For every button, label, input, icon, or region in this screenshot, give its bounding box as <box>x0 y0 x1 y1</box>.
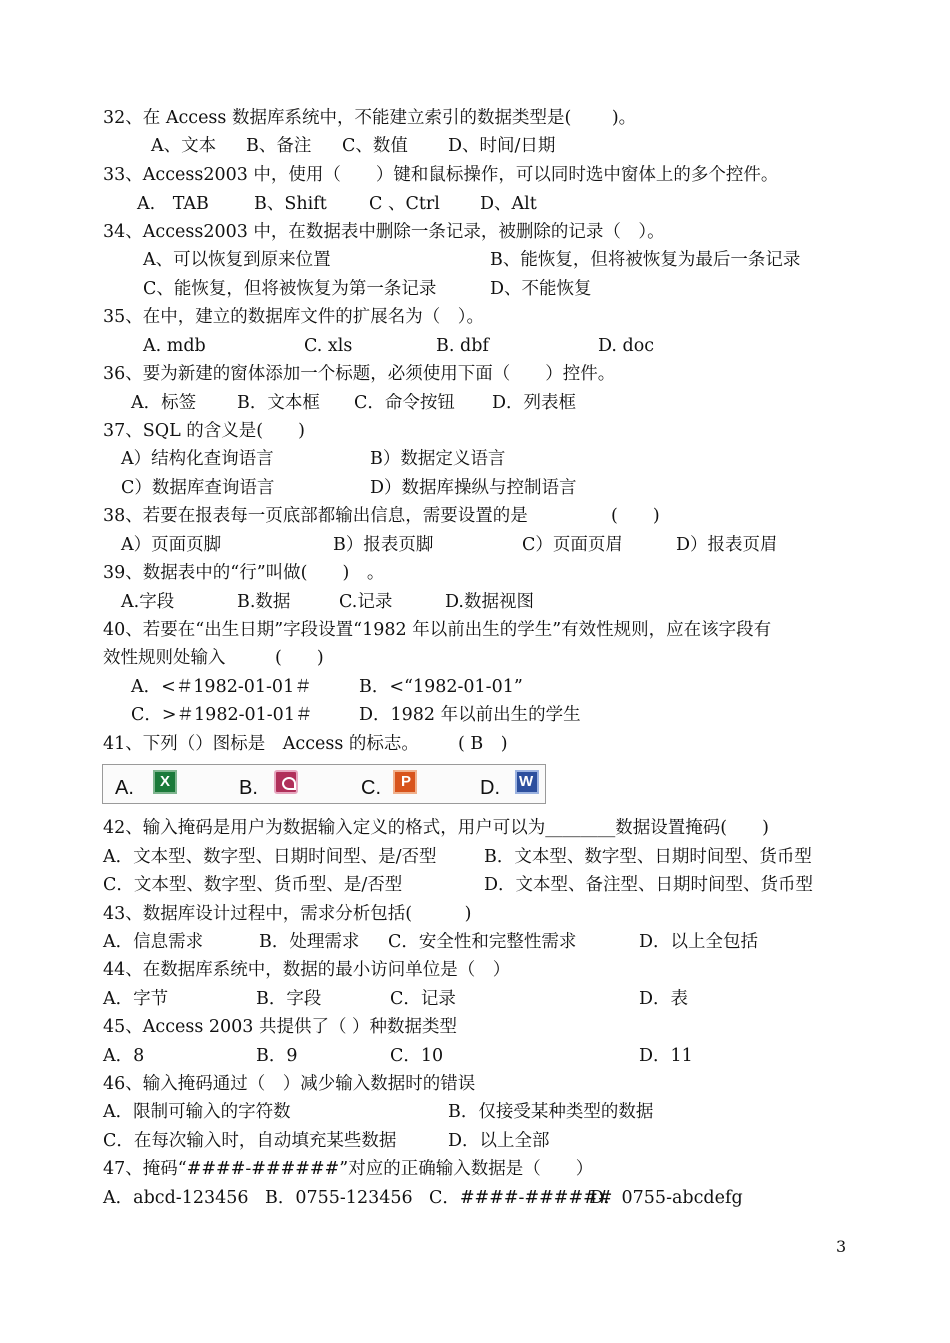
option: D）报表页眉 <box>676 535 778 555</box>
option: D．以上全包括 <box>639 932 759 952</box>
option-label: B. <box>239 777 258 799</box>
question-stem: 47、掩码“####-######”对应的正确输入数据是（ ） <box>103 1159 594 1179</box>
option: B．字段 <box>256 989 322 1009</box>
page-number: 3 <box>836 1237 847 1256</box>
option: B、能恢复，但将被恢复为最后一条记录 <box>490 250 801 270</box>
option: A．8 <box>103 1046 145 1066</box>
icon-options-strip <box>102 764 546 804</box>
option: C．安全性和完整性需求 <box>388 932 577 952</box>
option: B）数据定义语言 <box>370 449 506 469</box>
option: A．abcd-123456 <box>103 1188 249 1208</box>
question-stem: 32、在 Access 数据库系统中，不能建立索引的数据类型是( )。 <box>103 108 637 128</box>
option: B．9 <box>256 1046 298 1066</box>
option: C．文本型、数字型、货币型、是/否型 <box>103 875 403 895</box>
option: B、Shift <box>254 194 327 214</box>
answer-blank: ( ) <box>611 506 660 526</box>
question-stem: 38、若要在报表每一页底部都输出信息，需要设置的是 <box>103 506 528 526</box>
option: C. xls <box>304 336 353 356</box>
option: A．<＃1982-01-01＃ <box>131 677 312 697</box>
option: C 、Ctrl <box>369 194 440 214</box>
option: B．<“1982-01-01” <box>359 677 523 697</box>
question-stem: 46、输入掩码通过（ ）减少输入数据时的错误 <box>103 1074 476 1094</box>
word-icon <box>515 770 539 794</box>
option: A）结构化查询语言 <box>121 449 274 469</box>
option-label: C. <box>361 777 381 799</box>
option: D．0755-abcdefg <box>590 1188 743 1208</box>
option: B.数据 <box>237 592 291 612</box>
question-stem: 41、下列（）图标是 Access 的标志。 <box>103 734 419 754</box>
option: B．文本框 <box>237 393 320 413</box>
option: D．以上全部 <box>448 1131 550 1151</box>
option: B. dbf <box>436 336 489 356</box>
option: D）数据库操纵与控制语言 <box>370 478 577 498</box>
option: A．文本型、数字型、日期时间型、是/否型 <box>103 847 437 867</box>
option: B．仅接受某种类型的数据 <box>448 1102 654 1122</box>
question-stem: 34、Access2003 中，在数据表中删除一条记录，被删除的记录（ ）。 <box>103 222 665 242</box>
option: A. mdb <box>143 336 206 356</box>
option: C）页面页眉 <box>522 535 623 555</box>
question-stem: 33、Access2003 中，使用（ ）键和鼠标操作，可以同时选中窗体上的多个控件。 <box>103 165 779 185</box>
option: A、可以恢复到原来位置 <box>143 250 331 270</box>
option-label: A. <box>115 777 134 799</box>
option: A．字节 <box>103 989 169 1009</box>
option: B、备注 <box>246 136 312 156</box>
question-stem-continued: 效性规则处输入 <box>103 648 226 668</box>
option: C）数据库查询语言 <box>121 478 275 498</box>
option: A．限制可输入的字符数 <box>103 1102 291 1122</box>
option: D．1982 年以前出生的学生 <box>359 705 581 725</box>
question-stem: 36、要为新建的窗体添加一个标题，必须使用下面（ ）控件。 <box>103 364 616 384</box>
powerpoint-icon <box>393 770 417 794</box>
option: D. doc <box>598 336 655 356</box>
option: A、文本 <box>151 136 217 156</box>
answer: ( B ) <box>458 734 508 754</box>
option: D、时间/日期 <box>448 136 556 156</box>
option: D．表 <box>639 989 689 1009</box>
option: D、不能恢复 <box>490 279 592 299</box>
answer-blank: ( ) <box>275 648 324 668</box>
question-stem: 37、SQL 的含义是( ) <box>103 421 305 441</box>
option: A）页面页脚 <box>121 535 222 555</box>
option: C．在每次输入时，自动填充某些数据 <box>103 1131 397 1151</box>
option: C．记录 <box>390 989 456 1009</box>
option: B．处理需求 <box>259 932 360 952</box>
excel-icon <box>153 770 177 794</box>
option-label: D. <box>480 777 500 799</box>
option: D、Alt <box>480 194 537 214</box>
question-stem: 35、在中，建立的数据库文件的扩展名为（ ）。 <box>103 307 485 327</box>
question-stem: 45、Access 2003 共提供了（ ）种数据类型 <box>103 1017 458 1037</box>
option: D.数据视图 <box>445 592 534 612</box>
option: B）报表页脚 <box>333 535 434 555</box>
question-stem: 42、输入掩码是用户为数据输入定义的格式，用户可以为________数据设置掩码( ) <box>103 818 769 838</box>
question-stem: 43、数据库设计过程中，需求分析包括( ) <box>103 904 472 924</box>
option: C、数值 <box>342 136 408 156</box>
question-stem: 40、若要在“出生日期”字段设置“1982 年以前出生的学生”有效性规则，应在该字段有 <box>103 620 772 640</box>
option: C.记录 <box>339 592 393 612</box>
option: D．文本型、备注型、日期时间型、货币型 <box>484 875 814 895</box>
option: B．0755-123456 <box>265 1188 413 1208</box>
option: D．11 <box>639 1046 693 1066</box>
option: D．列表框 <box>492 393 577 413</box>
option: B．文本型、数字型、日期时间型、货币型 <box>484 847 812 867</box>
option: C．>＃1982-01-01＃ <box>131 705 313 725</box>
option: A.字段 <box>121 592 175 612</box>
question-stem: 39、数据表中的“行”叫做( ) 。 <box>103 563 385 583</box>
option: C．####-###### <box>429 1188 613 1208</box>
question-stem: 44、在数据库系统中，数据的最小访问单位是（ ） <box>103 960 511 980</box>
access-icon <box>274 770 298 794</box>
option: A．信息需求 <box>103 932 204 952</box>
option: C、能恢复，但将被恢复为第一条记录 <box>143 279 437 299</box>
option: C．命令按钮 <box>354 393 455 413</box>
option: A．标签 <box>131 393 197 413</box>
option: C．10 <box>390 1046 444 1066</box>
option: A. TAB <box>137 194 209 214</box>
